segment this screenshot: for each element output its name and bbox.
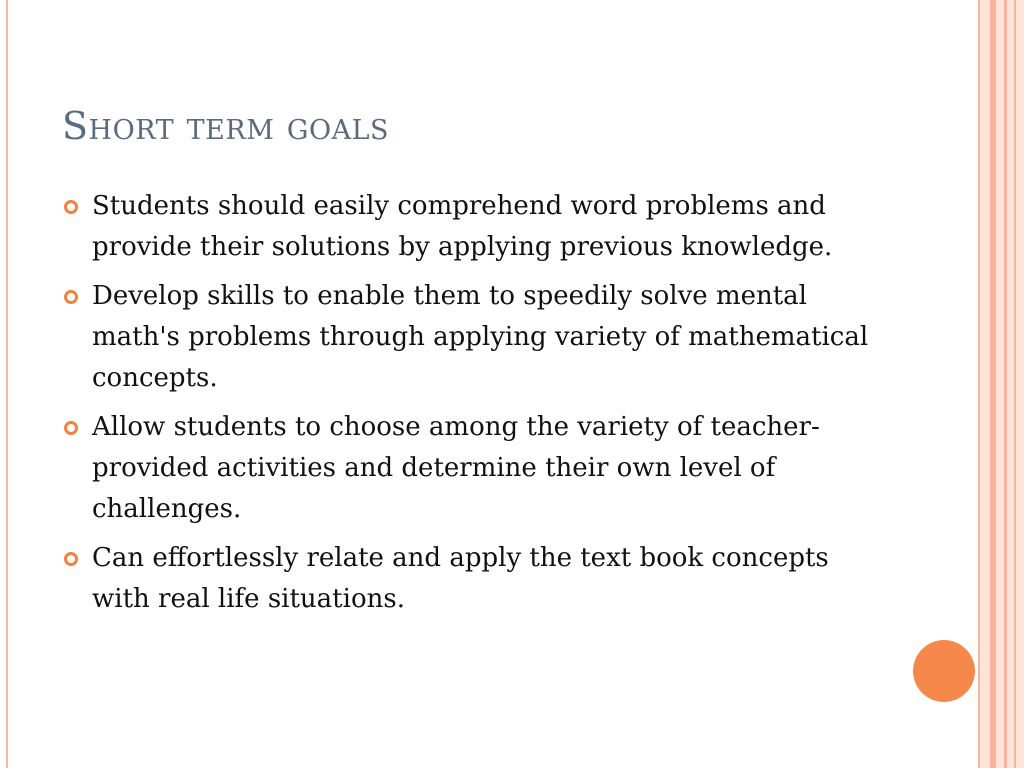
hollow-circle-bullet-icon [64,421,78,435]
orange-circle-icon [913,640,975,702]
right-stripe [1004,0,1007,768]
bullet-text: Develop skills to enable them to speedily solve mental math's problems through applying variety of mathematical concepts. [92,281,869,393]
hollow-circle-bullet-icon [64,200,78,214]
bullet-text: Students should easily comprehend word problems and provide their solutions by applying previous knowledge. [92,191,833,262]
right-stripe [990,0,996,768]
slide-title: Short term goals [62,104,390,148]
right-stripe [978,0,980,768]
hollow-circle-bullet-icon [64,290,78,304]
bullet-item [64,186,894,268]
bullet-text: Allow students to choose among the variety of teacher-provided activities and determine their own level of challenges. [92,412,820,524]
bullet-item [64,538,894,620]
bullet-text: Can effortlessly relate and apply the text book concepts with real life situations. [92,543,829,614]
right-decorative-panel [978,0,1024,768]
left-border-line [6,0,8,768]
bullet-list [64,186,894,628]
bullet-item [64,276,894,399]
bullet-item [64,407,894,530]
hollow-circle-bullet-icon [64,552,78,566]
right-stripe [1014,0,1016,768]
